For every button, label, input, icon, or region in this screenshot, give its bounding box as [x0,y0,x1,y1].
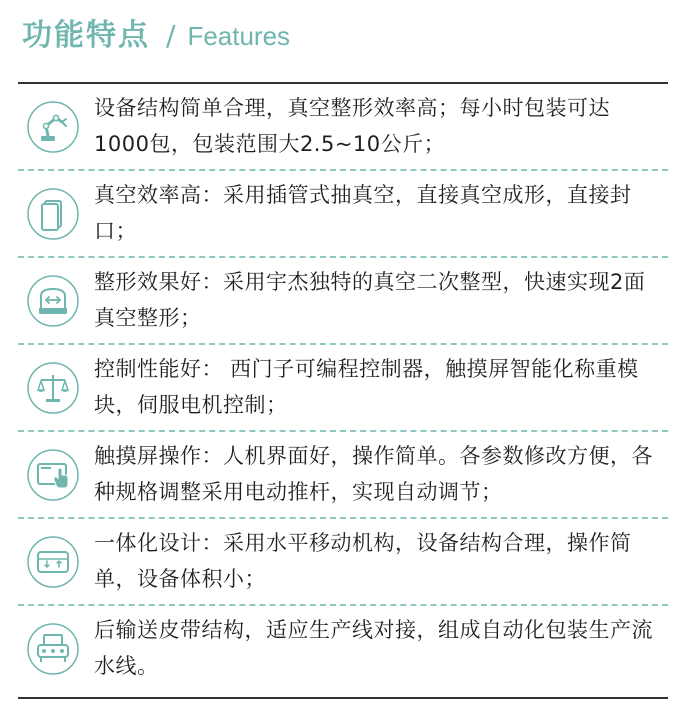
section-title-cn: 功能特点 [22,18,150,53]
feature-row [18,171,668,258]
section-header [22,10,290,60]
feature-text: 后输送皮带结构，适应生产线对接，组成自动化包装生产流水线。 [94,618,653,678]
vacuum-bag-icon [26,187,80,241]
feature-row [18,606,668,693]
feature-text: 一体化设计：采用水平移动机构，设备结构合理，操作简单，设备体积小； [94,531,632,591]
section-title-en: Features [187,21,291,51]
conveyor-belt-icon [26,622,80,676]
robot-arm-icon [26,100,80,154]
feature-text: 触摸屏操作：人机界面好，操作简单。各参数修改方便，各种规格调整采用电动推杆，实现自动调节； [94,444,653,504]
balance-scale-icon [26,361,80,415]
feature-row [18,519,668,606]
feature-list [18,84,668,693]
feature-text: 整形效果好：采用宇杰独特的真空二次整型，快速实现2面真空整形； [94,270,646,330]
feature-row [18,84,668,171]
horizontal-move-icon [26,535,80,589]
feature-text: 真空效率高：采用插管式抽真空，直接真空成形，直接封口； [94,183,632,243]
feature-text: 设备结构简单合理，真空整形效率高；每小时包装可达1000包，包装范围大2.5~10公斤； [94,96,610,156]
feature-row [18,432,668,519]
feature-row [18,258,668,345]
touch-screen-icon [26,448,80,502]
feature-text: 控制性能好： 西门子可编程控制器，触摸屏智能化称重模块，伺服电机控制； [94,357,639,417]
shaping-press-icon [26,274,80,328]
title-separator: / [166,19,176,52]
bottom-rule [18,697,668,699]
feature-row [18,345,668,432]
